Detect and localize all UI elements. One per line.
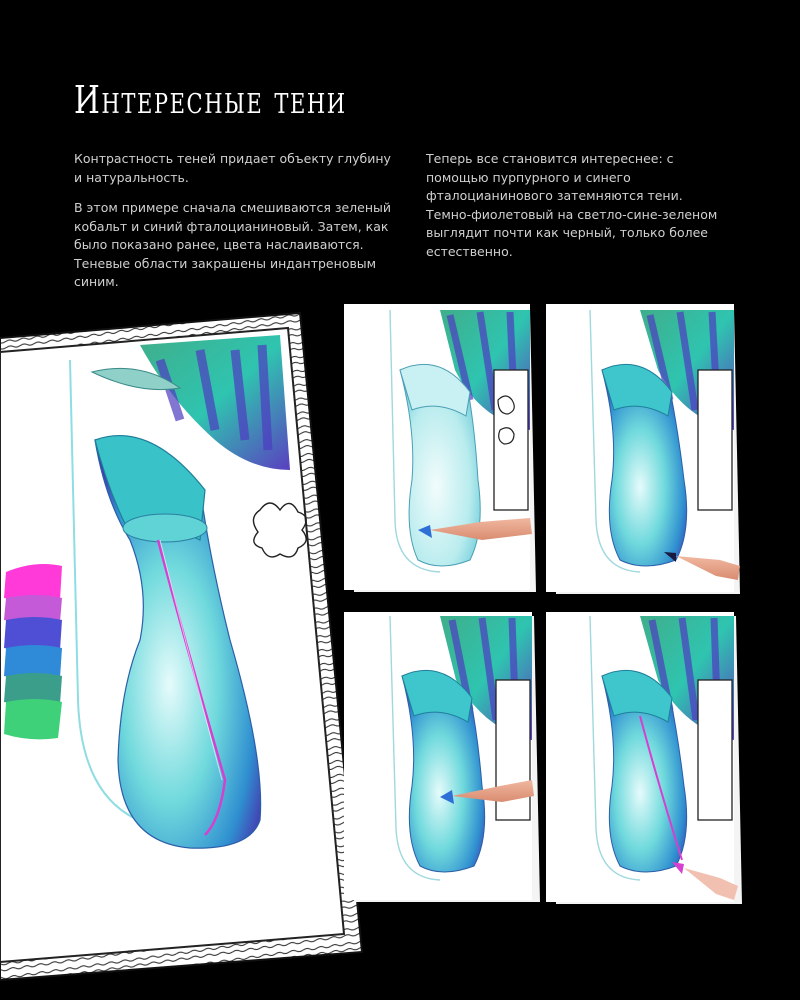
paragraph: Контрастность теней придает объекту глубину и натуральность. xyxy=(74,151,391,185)
step-illustration-1 xyxy=(344,304,536,592)
page-number: 14 xyxy=(16,913,37,931)
step-illustration-2 xyxy=(546,304,740,594)
paragraph: Теперь все становится интереснее: с помощью пурпурного и синего фталоцианинового затемняются тени. Темно-фиолетовый на светло-сине-зеленом выглядит почти как черный, только более естественно. xyxy=(426,151,718,259)
step-illustration-4 xyxy=(546,612,742,904)
color-swatches xyxy=(4,564,62,739)
paragraph: В этом примере сначала смешиваются зеленый кобальт и синий фталоцианиновый. Затем, как было показано ранее, цвета наслаиваются. Теневые области закрашены индантреновым синим. xyxy=(74,200,391,289)
page-title: Интересные тени xyxy=(74,78,347,122)
step-illustration-3 xyxy=(344,612,540,902)
